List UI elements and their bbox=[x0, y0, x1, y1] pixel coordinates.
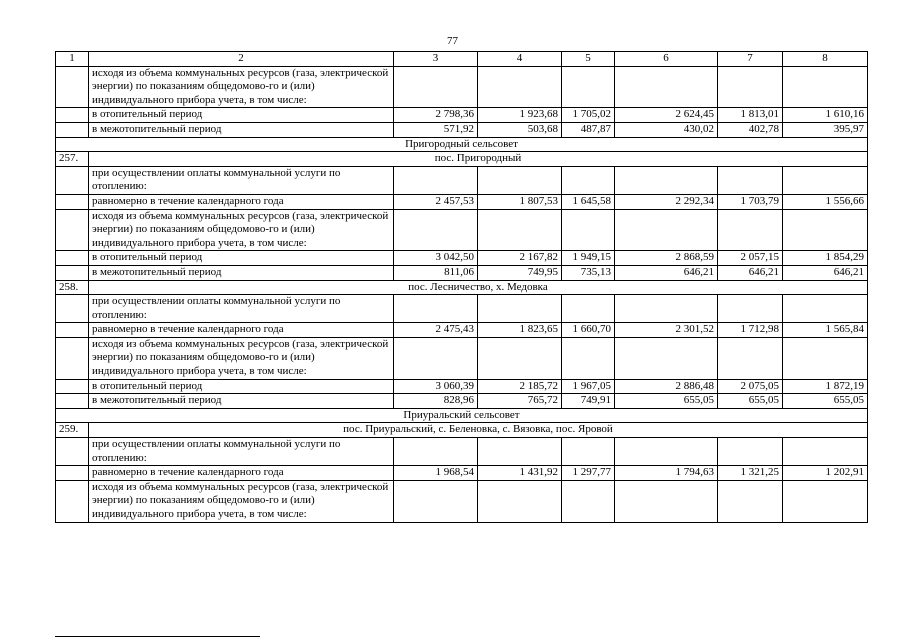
header-row bbox=[56, 52, 868, 67]
value-cell: 395,97 bbox=[783, 122, 868, 137]
empty-value-cell bbox=[718, 66, 783, 108]
value-cell: 1 610,16 bbox=[783, 108, 868, 123]
empty-value-cell bbox=[394, 438, 478, 466]
empty-value-cell bbox=[394, 66, 478, 108]
value-cell: 2 868,59 bbox=[615, 251, 718, 266]
empty-value-cell bbox=[718, 209, 783, 251]
footnote-separator bbox=[55, 636, 260, 637]
header-cell: 2 bbox=[89, 52, 394, 67]
row-index-cell bbox=[56, 337, 89, 379]
value-cell: 1 967,05 bbox=[562, 379, 615, 394]
section-title: Приуральский сельсовет bbox=[56, 408, 868, 423]
value-cell: 1 705,02 bbox=[562, 108, 615, 123]
row-index-cell bbox=[56, 265, 89, 280]
empty-value-cell bbox=[394, 295, 478, 323]
value-row bbox=[56, 379, 868, 394]
row-description: при осуществлении оплаты коммунальной услуги по отоплению: bbox=[89, 438, 394, 466]
locality-row bbox=[56, 280, 868, 295]
row-description: при осуществлении оплаты коммунальной услуги по отоплению: bbox=[89, 166, 394, 194]
section-row bbox=[56, 137, 868, 152]
row-index-cell bbox=[56, 166, 89, 194]
empty-value-cell bbox=[394, 480, 478, 522]
locality-name: пос. Лесничество, х. Медовка bbox=[89, 280, 868, 295]
description-row bbox=[56, 166, 868, 194]
value-cell: 1 923,68 bbox=[478, 108, 562, 123]
row-label: равномерно в течение календарного года bbox=[89, 466, 394, 481]
value-cell: 503,68 bbox=[478, 122, 562, 137]
value-row bbox=[56, 194, 868, 209]
value-cell: 3 042,50 bbox=[394, 251, 478, 266]
row-label: в отопительный период bbox=[89, 108, 394, 123]
empty-value-cell bbox=[615, 480, 718, 522]
tariff-table bbox=[55, 51, 868, 523]
empty-value-cell bbox=[783, 295, 868, 323]
empty-value-cell bbox=[562, 480, 615, 522]
value-cell: 3 060,39 bbox=[394, 379, 478, 394]
empty-value-cell bbox=[783, 166, 868, 194]
empty-value-cell bbox=[615, 166, 718, 194]
value-row bbox=[56, 394, 868, 409]
empty-value-cell bbox=[615, 337, 718, 379]
header-cell: 6 bbox=[615, 52, 718, 67]
value-cell: 765,72 bbox=[478, 394, 562, 409]
row-index-cell bbox=[56, 394, 89, 409]
value-cell: 811,06 bbox=[394, 265, 478, 280]
empty-value-cell bbox=[562, 166, 615, 194]
empty-value-cell bbox=[562, 337, 615, 379]
value-cell: 646,21 bbox=[718, 265, 783, 280]
value-cell: 749,91 bbox=[562, 394, 615, 409]
description-row bbox=[56, 295, 868, 323]
value-cell: 1 297,77 bbox=[562, 466, 615, 481]
header-cell: 1 bbox=[56, 52, 89, 67]
header-cell: 3 bbox=[394, 52, 478, 67]
row-index-cell bbox=[56, 466, 89, 481]
empty-value-cell bbox=[783, 480, 868, 522]
row-description: исходя из объема коммунальных ресурсов (газа, электрической энергии) по показаниям общедомово-го и (или) индивидуального прибора учета, в том числе: bbox=[89, 209, 394, 251]
row-index-cell bbox=[56, 209, 89, 251]
row-index-cell bbox=[56, 108, 89, 123]
empty-value-cell bbox=[394, 337, 478, 379]
header-cell: 8 bbox=[783, 52, 868, 67]
description-row bbox=[56, 209, 868, 251]
value-cell: 749,95 bbox=[478, 265, 562, 280]
empty-value-cell bbox=[615, 295, 718, 323]
row-label: в отопительный период bbox=[89, 379, 394, 394]
row-label: равномерно в течение календарного года bbox=[89, 194, 394, 209]
value-cell: 655,05 bbox=[615, 394, 718, 409]
value-row bbox=[56, 108, 868, 123]
row-description: при осуществлении оплаты коммунальной услуги по отоплению: bbox=[89, 295, 394, 323]
table-body bbox=[56, 52, 868, 523]
value-row bbox=[56, 251, 868, 266]
value-cell: 487,87 bbox=[562, 122, 615, 137]
value-cell: 1 645,58 bbox=[562, 194, 615, 209]
description-row bbox=[56, 66, 868, 108]
empty-value-cell bbox=[718, 438, 783, 466]
empty-value-cell bbox=[718, 337, 783, 379]
empty-value-cell bbox=[562, 66, 615, 108]
empty-value-cell bbox=[783, 438, 868, 466]
header-cell: 7 bbox=[718, 52, 783, 67]
value-cell: 2 075,05 bbox=[718, 379, 783, 394]
value-cell: 1 823,65 bbox=[478, 323, 562, 338]
row-index-cell bbox=[56, 66, 89, 108]
value-cell: 1 807,53 bbox=[478, 194, 562, 209]
value-cell: 2 301,52 bbox=[615, 323, 718, 338]
value-cell: 735,13 bbox=[562, 265, 615, 280]
value-cell: 655,05 bbox=[783, 394, 868, 409]
row-index-cell bbox=[56, 122, 89, 137]
value-cell: 2 292,34 bbox=[615, 194, 718, 209]
empty-value-cell bbox=[478, 438, 562, 466]
locality-row bbox=[56, 152, 868, 167]
row-index-cell bbox=[56, 438, 89, 466]
value-cell: 1 431,92 bbox=[478, 466, 562, 481]
value-row bbox=[56, 265, 868, 280]
empty-value-cell bbox=[718, 295, 783, 323]
value-cell: 1 321,25 bbox=[718, 466, 783, 481]
description-row bbox=[56, 480, 868, 522]
locality-name: пос. Приуральский, с. Беленовка, с. Вязовка, пос. Яровой bbox=[89, 423, 868, 438]
locality-row bbox=[56, 423, 868, 438]
value-cell: 2 167,82 bbox=[478, 251, 562, 266]
value-row bbox=[56, 122, 868, 137]
header-cell: 4 bbox=[478, 52, 562, 67]
row-label: в межотопительный период bbox=[89, 394, 394, 409]
empty-value-cell bbox=[394, 166, 478, 194]
value-cell: 1 813,01 bbox=[718, 108, 783, 123]
value-cell: 402,78 bbox=[718, 122, 783, 137]
row-index-cell bbox=[56, 194, 89, 209]
header-cell: 5 bbox=[562, 52, 615, 67]
row-label: в межотопительный период bbox=[89, 265, 394, 280]
value-row bbox=[56, 466, 868, 481]
empty-value-cell bbox=[394, 209, 478, 251]
value-cell: 2 057,15 bbox=[718, 251, 783, 266]
row-label: равномерно в течение календарного года bbox=[89, 323, 394, 338]
value-cell: 430,02 bbox=[615, 122, 718, 137]
empty-value-cell bbox=[562, 209, 615, 251]
empty-value-cell bbox=[478, 480, 562, 522]
value-cell: 1 949,15 bbox=[562, 251, 615, 266]
empty-value-cell bbox=[783, 66, 868, 108]
section-row bbox=[56, 408, 868, 423]
value-cell: 1 565,84 bbox=[783, 323, 868, 338]
description-row bbox=[56, 438, 868, 466]
value-cell: 655,05 bbox=[718, 394, 783, 409]
empty-value-cell bbox=[562, 295, 615, 323]
locality-name: пос. Пригородный bbox=[89, 152, 868, 167]
row-index-cell bbox=[56, 379, 89, 394]
empty-value-cell bbox=[783, 209, 868, 251]
empty-value-cell bbox=[562, 438, 615, 466]
value-cell: 1 968,54 bbox=[394, 466, 478, 481]
locality-index: 259. bbox=[56, 423, 89, 438]
empty-value-cell bbox=[718, 166, 783, 194]
value-cell: 828,96 bbox=[394, 394, 478, 409]
row-index-cell bbox=[56, 295, 89, 323]
empty-value-cell bbox=[478, 337, 562, 379]
value-cell: 646,21 bbox=[783, 265, 868, 280]
value-cell: 2 185,72 bbox=[478, 379, 562, 394]
value-cell: 1 703,79 bbox=[718, 194, 783, 209]
row-label: в отопительный период bbox=[89, 251, 394, 266]
value-cell: 571,92 bbox=[394, 122, 478, 137]
value-cell: 1 872,19 bbox=[783, 379, 868, 394]
page-number: 77 bbox=[447, 35, 458, 47]
value-cell: 2 886,48 bbox=[615, 379, 718, 394]
value-cell: 1 660,70 bbox=[562, 323, 615, 338]
empty-value-cell bbox=[615, 66, 718, 108]
empty-value-cell bbox=[615, 438, 718, 466]
row-description: исходя из объема коммунальных ресурсов (газа, электрической энергии) по показаниям общедомово-го и (или) индивидуального прибора учета, в том числе: bbox=[89, 480, 394, 522]
value-cell: 2 475,43 bbox=[394, 323, 478, 338]
row-label: в межотопительный период bbox=[89, 122, 394, 137]
row-description: исходя из объема коммунальных ресурсов (газа, электрической энергии) по показаниям общедомово-го и (или) индивидуального прибора учета, в том числе: bbox=[89, 337, 394, 379]
value-cell: 2 798,36 bbox=[394, 108, 478, 123]
description-row bbox=[56, 337, 868, 379]
locality-index: 258. bbox=[56, 280, 89, 295]
value-cell: 2 457,53 bbox=[394, 194, 478, 209]
row-index-cell bbox=[56, 480, 89, 522]
row-index-cell bbox=[56, 323, 89, 338]
value-row bbox=[56, 323, 868, 338]
empty-value-cell bbox=[783, 337, 868, 379]
empty-value-cell bbox=[718, 480, 783, 522]
locality-index: 257. bbox=[56, 152, 89, 167]
section-title: Пригородный сельсовет bbox=[56, 137, 868, 152]
value-cell: 1 712,98 bbox=[718, 323, 783, 338]
value-cell: 1 854,29 bbox=[783, 251, 868, 266]
row-description: исходя из объема коммунальных ресурсов (газа, электрической энергии) по показаниям общедомово-го и (или) индивидуального прибора учета, в том числе: bbox=[89, 66, 394, 108]
empty-value-cell bbox=[478, 295, 562, 323]
empty-value-cell bbox=[615, 209, 718, 251]
value-cell: 2 624,45 bbox=[615, 108, 718, 123]
empty-value-cell bbox=[478, 66, 562, 108]
empty-value-cell bbox=[478, 166, 562, 194]
row-index-cell bbox=[56, 251, 89, 266]
value-cell: 1 202,91 bbox=[783, 466, 868, 481]
value-cell: 1 794,63 bbox=[615, 466, 718, 481]
value-cell: 1 556,66 bbox=[783, 194, 868, 209]
value-cell: 646,21 bbox=[615, 265, 718, 280]
empty-value-cell bbox=[478, 209, 562, 251]
